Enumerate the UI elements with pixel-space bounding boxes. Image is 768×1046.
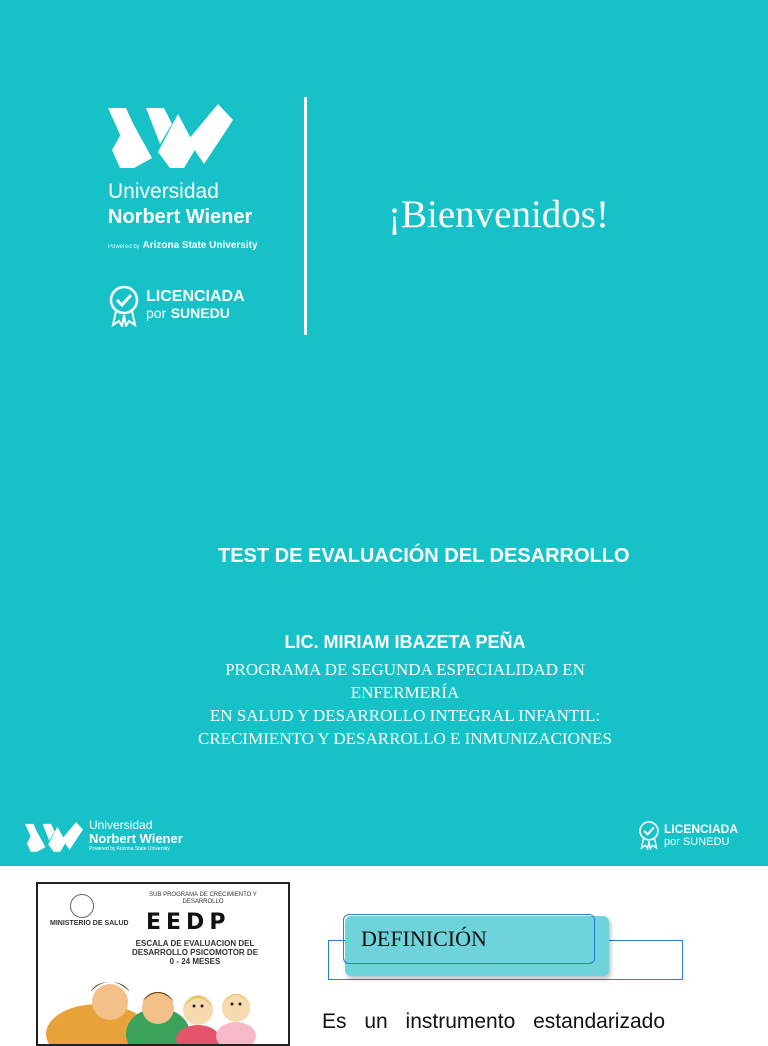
cover-subprogram: SUB PROGRAMA DE CRECIMIENTO Y DESARROLLO — [149, 892, 257, 905]
license-por: por — [146, 305, 167, 321]
welcome-heading: ¡Bienvenidos! — [388, 193, 609, 236]
powered-prefix: Powered by — [108, 244, 140, 250]
cover-ministry: MINISTERIO DE SALUD — [50, 920, 129, 927]
footer-license-badge-icon — [638, 820, 660, 850]
footer-uni-line1: Universidad — [89, 818, 153, 832]
definition-label: DEFINICIÓN — [361, 926, 487, 951]
footer-university-logo-icon — [25, 820, 83, 852]
presentation-title: TEST DE EVALUACIÓN DEL DESARROLLO — [218, 545, 630, 567]
license-text — [146, 288, 245, 322]
footer-university — [89, 818, 183, 853]
cover-acronym: EEDP — [146, 910, 231, 935]
university-name-line1: Universidad — [108, 180, 219, 203]
footer-lic-line1: LICENCIADA — [664, 822, 738, 836]
definition-slide — [0, 866, 768, 1033]
vertical-divider — [304, 97, 307, 335]
program-line: PROGRAMA DE SEGUNDA ESPECIALIDAD EN — [225, 660, 585, 679]
children-illustration-icon — [38, 884, 288, 1044]
powered-name: Arizona State University — [142, 240, 258, 251]
footer-license — [664, 823, 738, 849]
program-line: CRECIMIENTO Y DESARROLLO E INMUNIZACIONES — [198, 729, 612, 748]
footer-uni-line2: Norbert Wiener — [89, 831, 183, 846]
program-description — [0, 658, 768, 750]
program-line: ENFERMERÍA — [350, 683, 460, 702]
university-name-line2: Norbert Wiener — [108, 206, 253, 228]
footer-lic-line2: por SUNEDU — [664, 836, 730, 848]
license-sunedu: SUNEDU — [170, 305, 230, 321]
license-badge-icon — [108, 285, 140, 327]
footer-uni-powered: Powered by Arizona State University — [89, 846, 170, 852]
author-name: LIC. MIRIAM IBAZETA PEÑA — [284, 632, 526, 652]
eedp-cover-image — [36, 882, 290, 1046]
cover-scale-title: ESCALA DE EVALUACION DEL DESARROLLO PSICOMOTOR DE 0 - 24 MESES — [131, 939, 259, 966]
definition-text: Es un instrumento estandarizado — [322, 1010, 666, 1033]
program-line: EN SALUD Y DESARROLLO INTEGRAL INFANTIL: — [209, 706, 601, 725]
university-logo-icon — [108, 100, 233, 168]
powered-by — [108, 240, 258, 251]
license-line1: LICENCIADA — [146, 288, 245, 305]
